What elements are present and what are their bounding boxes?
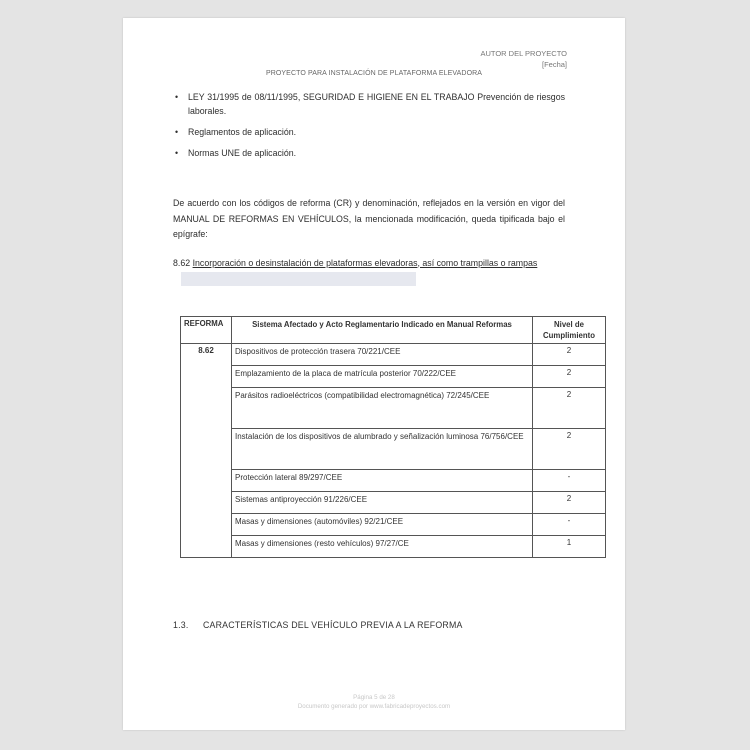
sistema-cell: Sistemas antiproyección 91/226/CEE <box>232 492 533 514</box>
list-item: • Normas UNE de aplicación. <box>175 148 297 158</box>
sistema-cell: Dispositivos de protección trasera 70/221/CEE <box>232 344 533 366</box>
sistema-cell: Masas y dimensiones (automóviles) 92/21/CEE <box>232 514 533 536</box>
bullet-icon: • <box>175 148 179 158</box>
sistema-cell: Emplazamiento de la placa de matrícula posterior 70/222/CEE <box>232 366 533 388</box>
sistema-cell: Masas y dimensiones (resto vehículos) 97/27/CE <box>232 536 533 558</box>
page-footer <box>123 693 625 711</box>
reform-table <box>180 316 606 558</box>
header-date: [Fecha] <box>541 60 567 69</box>
section-number: 1.3. <box>173 620 189 630</box>
header-reforma: REFORMA <box>181 317 232 344</box>
body-paragraph: De acuerdo con los códigos de reforma (CR) y denominación, reflejados en la versión en vigor del MANUAL DE REFORMAS EN VEHÍCULOS, la mencionada modificación, queda tipificada bajo el epígrafe: <box>173 198 565 239</box>
header-nivel: Nivel de Cumplimiento <box>533 317 606 344</box>
nivel-cell: 2 <box>533 366 606 388</box>
list-item: • Reglamentos de aplicación. <box>175 127 297 137</box>
table-row <box>181 514 606 536</box>
table-row <box>181 344 606 366</box>
document-page <box>123 18 625 730</box>
highlight-box <box>181 272 416 286</box>
table-row <box>181 536 606 558</box>
table-row <box>181 429 606 470</box>
header-author-block <box>480 48 567 70</box>
nivel-cell: - <box>533 470 606 492</box>
nivel-cell: 2 <box>533 429 606 470</box>
bullet-icon: • <box>175 92 179 102</box>
nivel-cell: 2 <box>533 492 606 514</box>
table-row <box>181 388 606 429</box>
table-row <box>181 492 606 514</box>
table-header-row <box>181 317 606 344</box>
footer-source: Documento generado por www.fabricadeproyectos.com <box>297 703 451 710</box>
section-reference <box>173 256 565 287</box>
document-body <box>173 90 565 287</box>
header-sistema: Sistema Afectado y Acto Reglamentario Indicado en Manual Reformas <box>232 317 533 344</box>
sistema-cell: Instalación de los dispositivos de alumbrado y señalización luminosa 76/756/CEE <box>232 429 533 470</box>
bullet-icon: • <box>175 127 179 137</box>
section-title: CARACTERÍSTICAS DEL VEHÍCULO PREVIA A LA REFORMA <box>203 620 463 630</box>
table-row <box>181 366 606 388</box>
section-ref-title: Incorporación o desinstalación de plataformas elevadoras, así como trampillas o rampas <box>192 257 538 268</box>
footer-page-number: Página 5 de 28 <box>353 694 395 701</box>
list-item: • LEY 31/1995 de 08/11/1995, SEGURIDAD E HIGIENE EN EL TRABAJO Prevención de riesgos laborales. <box>175 92 565 116</box>
reforma-code-cell: 8.62 <box>181 344 232 558</box>
nivel-cell: 1 <box>533 536 606 558</box>
sistema-cell: Protección lateral 89/297/CEE <box>232 470 533 492</box>
header-project-title: PROYECTO PARA INSTALACIÓN DE PLATAFORMA ELEVADORA <box>265 70 483 77</box>
table-row <box>181 470 606 492</box>
nivel-cell: - <box>533 514 606 536</box>
section-ref-code: 8.62 <box>173 257 191 268</box>
nivel-cell: 2 <box>533 388 606 429</box>
header-author: AUTOR DEL PROYECTO <box>480 49 567 58</box>
regulation-list <box>173 90 565 160</box>
section-heading <box>173 620 463 630</box>
nivel-cell: 2 <box>533 344 606 366</box>
sistema-cell: Parásitos radioeléctricos (compatibilidad electromagnética) 72/245/CEE <box>232 388 533 429</box>
